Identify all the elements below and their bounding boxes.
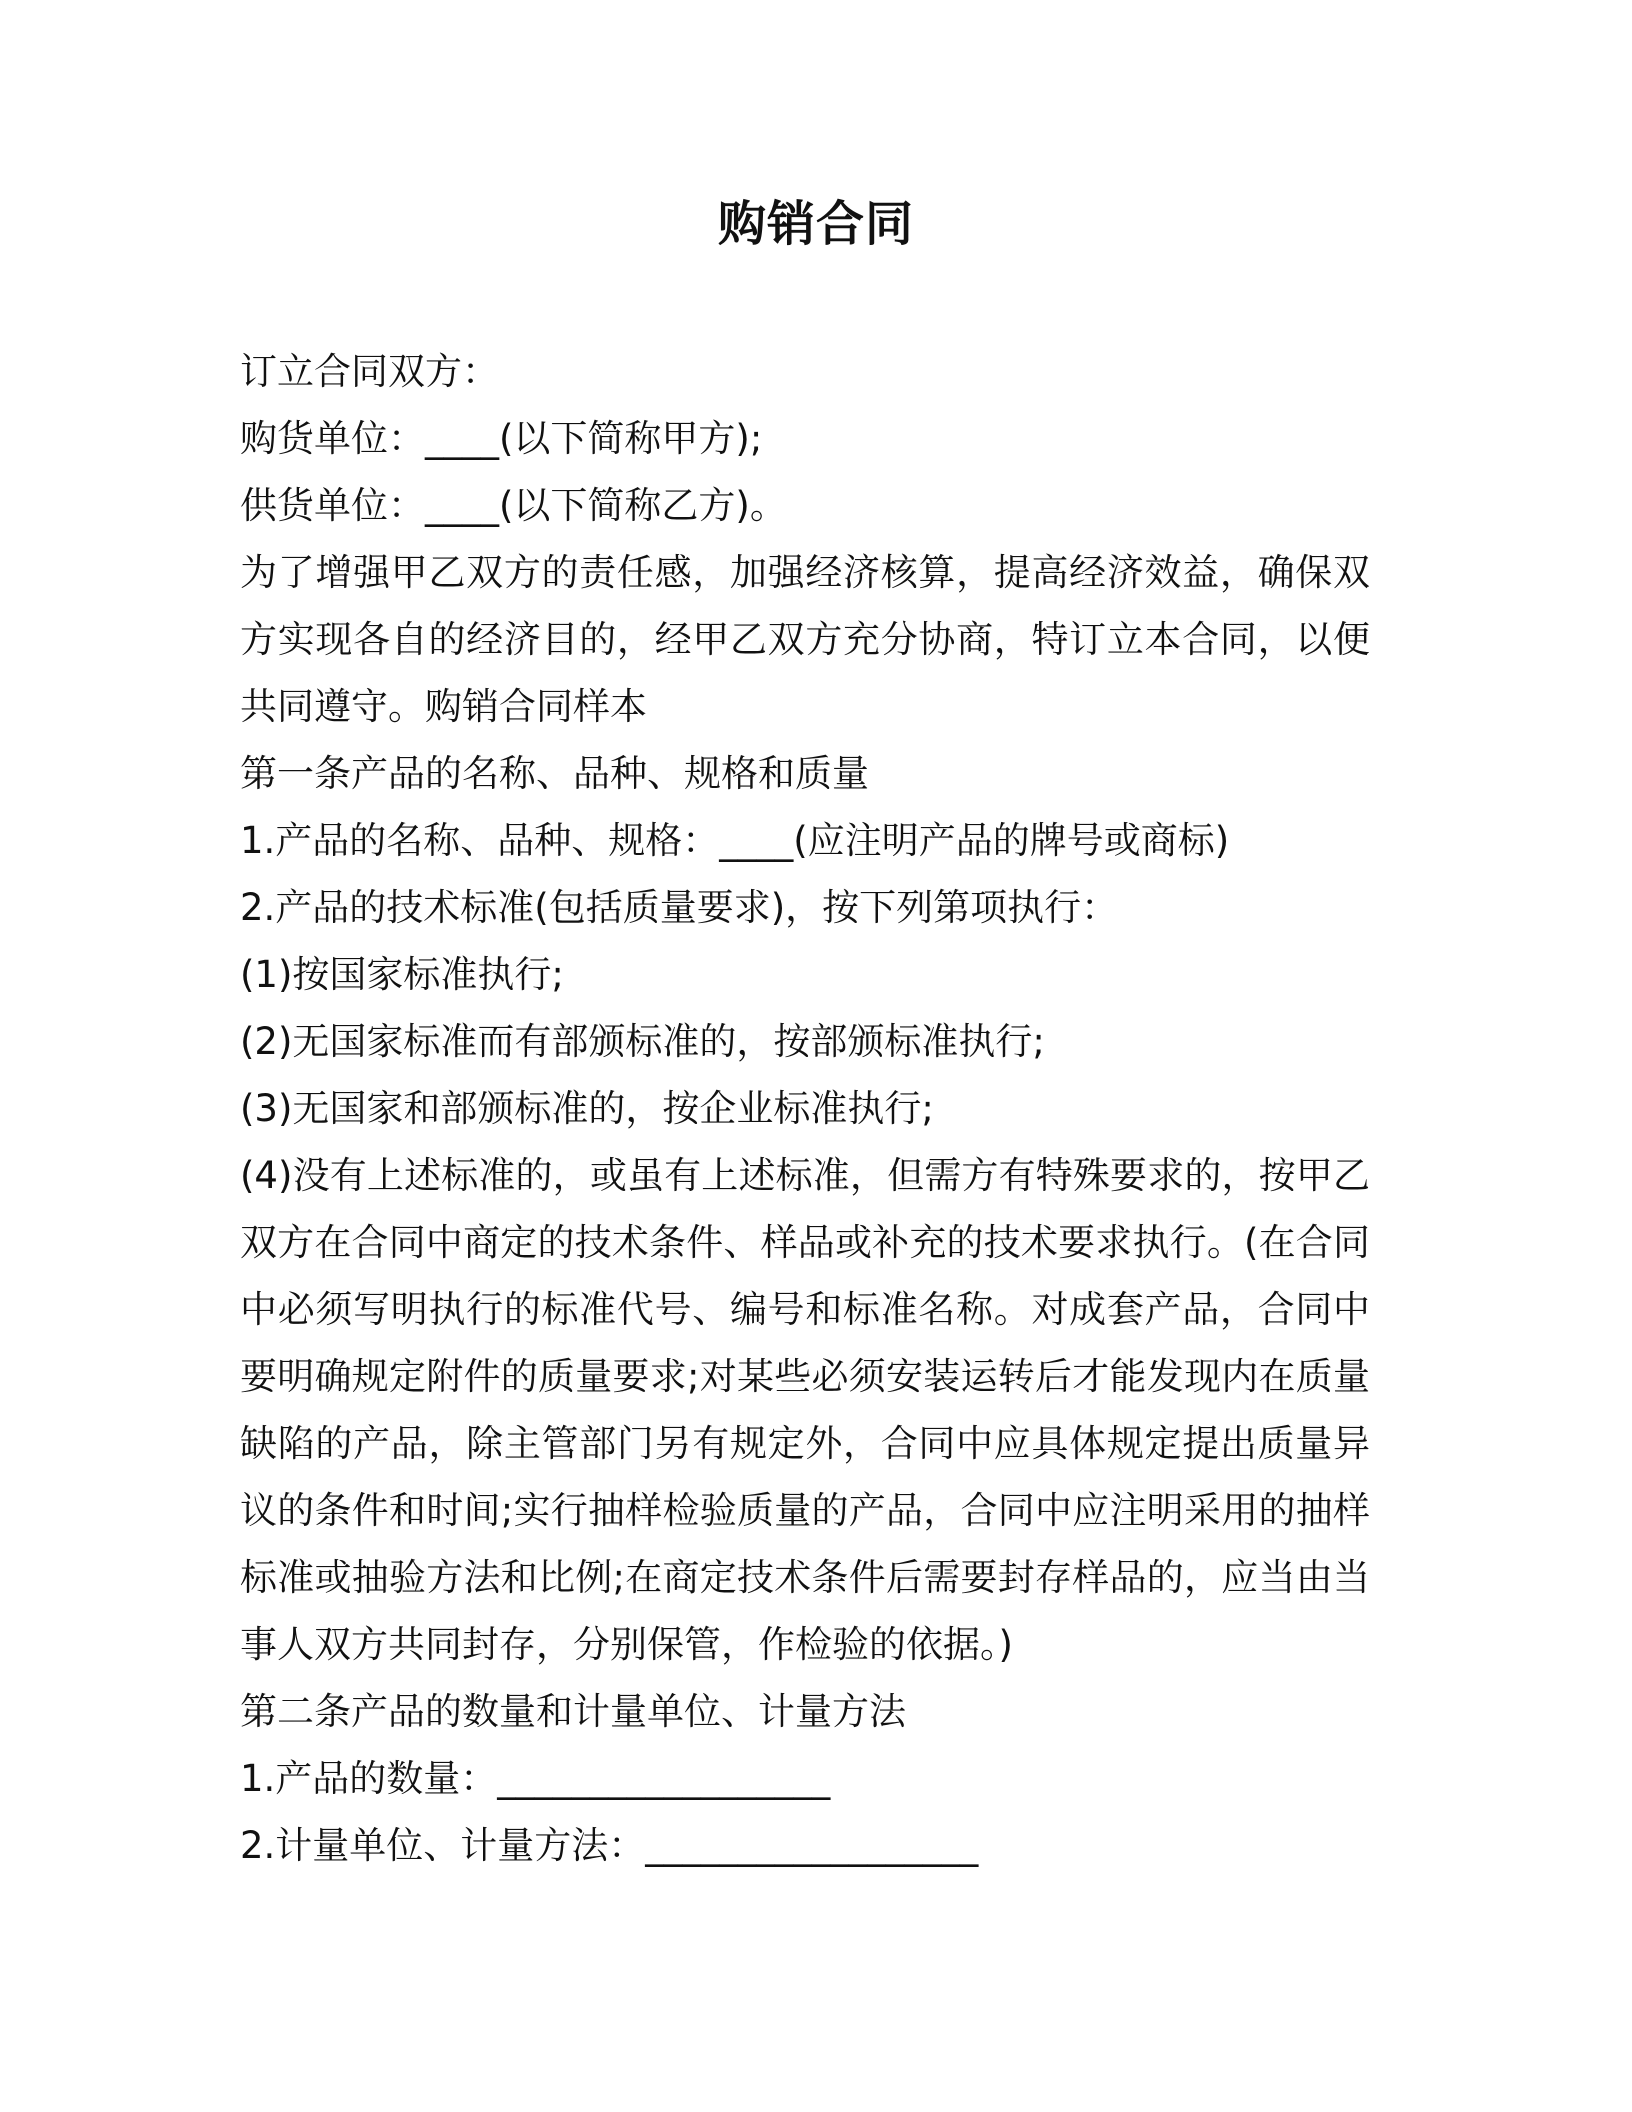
article-2-heading: 第二条产品的数量和计量单位、计量方法 <box>240 1690 906 1733</box>
buyer-line: 购货单位：____(以下简称甲方); <box>240 417 763 460</box>
parties-heading: 订立合同双方： <box>240 350 499 393</box>
article-1-sub-3: (3)无国家和部颁标准的，按企业标准执行; <box>240 1087 934 1130</box>
intro-paragraph: 为了增强甲乙双方的责任感，加强经济核算，提高经济效益，确保双方实现各自的经济目的，经甲乙双方充分协商，特订立本合同，以便共同遵守。购销合同样本 <box>240 551 1370 728</box>
article-1-sub-2: (2)无国家标准而有部颁标准的，按部颁标准执行; <box>240 1020 1045 1063</box>
supplier-line: 供货单位：____(以下简称乙方)。 <box>240 484 787 527</box>
article-2-item-1: 1.产品的数量：__________________ <box>240 1757 831 1800</box>
page-title: 购销合同 <box>717 196 914 252</box>
article-1-heading: 第一条产品的名称、品种、规格和质量 <box>240 752 869 795</box>
article-1-item-2: 2.产品的技术标准(包括质量要求)，按下列第项执行： <box>240 886 1119 929</box>
article-1-sub-1: (1)按国家标准执行; <box>240 953 564 996</box>
article-1-sub-4: (4)没有上述标准的，或虽有上述标准，但需方有特殊要求的，按甲乙双方在合同中商定的技术条件、样品或补充的技术要求执行。(在合同中必须写明执行的标准代号、编号和标准名称。对成套产品，合同中要明确规定附件的质量要求;对某些必须安装运转后才能发现内在质量缺陷的产品，除主管部门另有规定外，合同中应具体规定提出质量异议的条件和时间;实行抽样检验质量的产品，合同中应注明采用的抽样标准或抽验方法和比例;在商定技术条件后需要封存样品的，应当由当事人双方共同封存，分别保管，作检验的依据。) <box>240 1154 1370 1666</box>
article-2-item-2: 2.计量单位、计量方法：__________________ <box>240 1824 979 1867</box>
document-body <box>240 338 1370 1879</box>
article-1-item-1: 1.产品的名称、品种、规格：____(应注明产品的牌号或商标) <box>240 819 1230 862</box>
